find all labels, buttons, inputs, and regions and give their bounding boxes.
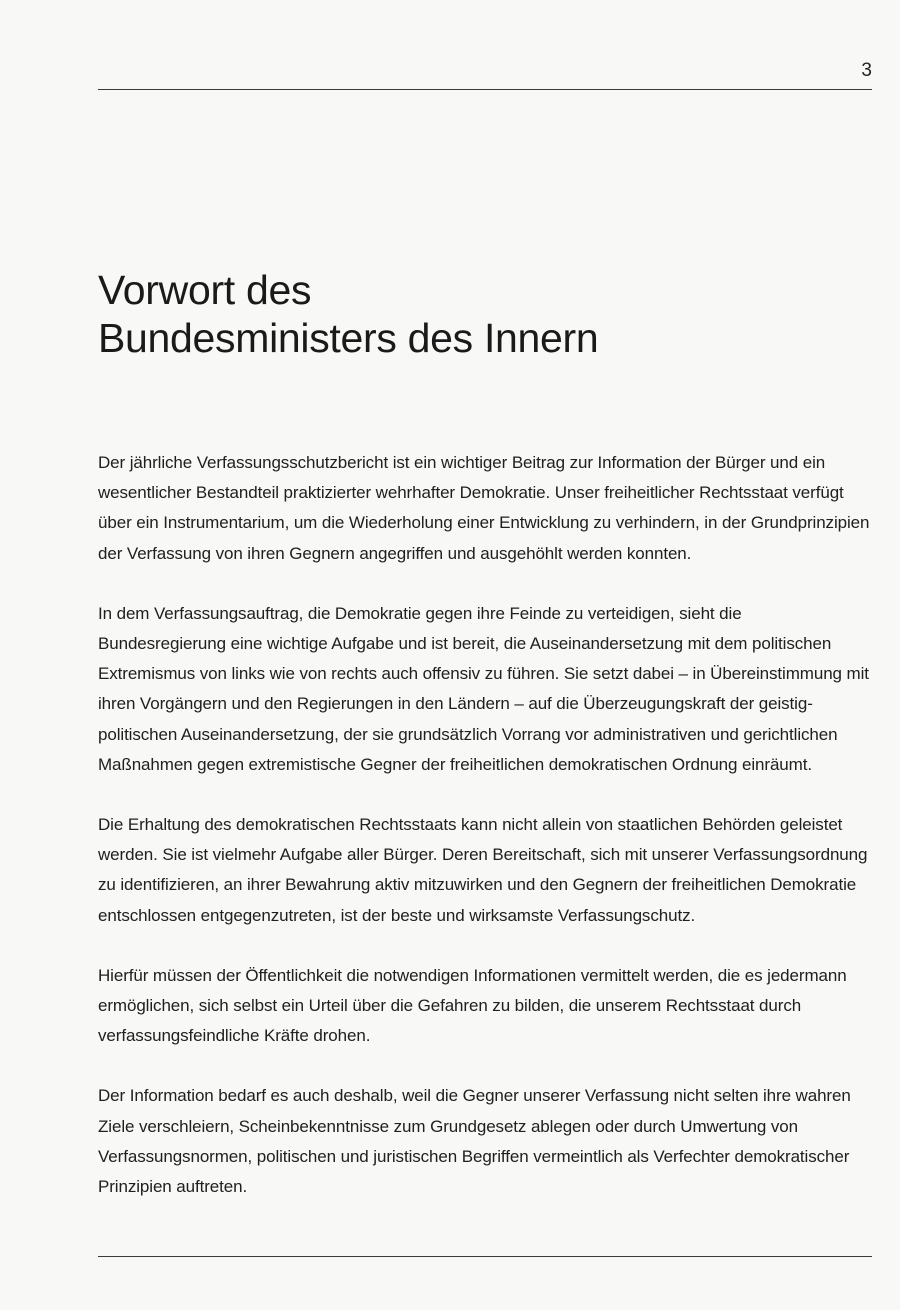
footer-rule bbox=[98, 1256, 872, 1257]
header-rule bbox=[98, 89, 872, 90]
page-title-line-1: Vorwort des bbox=[98, 267, 312, 313]
paragraph-4: Hierfür müssen der Öffentlichkeit die notwendigen Informationen vermittelt werden, die es jedermann ermöglichen, sich selbst ein Urteil über die Gefahren zu bilden, die unserem Rechtsstaat durch verfassungsfeindliche Kräfte drohen. bbox=[98, 965, 847, 1046]
page-number: 3 bbox=[861, 60, 872, 81]
paragraph-1: Der jährliche Verfassungsschutzbericht ist ein wichtiger Beitrag zur Information der Bürger und ein wesentlicher Bestandteil praktizierter wehrhafter Demokratie. Unser freiheitlicher Rechtsstaat verfügt über ein Instrumentarium, um die Wiederholung einer Entwicklung zu verhindern, in der Grundprinzipien der Verfassung von ihren Gegnern angegriffen und ausgehöhlt werden konnten. bbox=[98, 453, 870, 563]
page-title bbox=[98, 266, 872, 362]
page-title-line-2: Bundesministers des Innern bbox=[98, 315, 599, 361]
paragraph-2: In dem Verfassungsauftrag, die Demokratie gegen ihre Feinde zu verteidigen, sieht die Bundesregierung eine wichtige Aufgabe und ist bereit, die Auseinandersetzung mit dem politischen Extremismus von links wie von rechts auch offensiv zu führen. Sie setzt dabei – in Übereinstimmung mit ihren Vorgängern und den Regierungen in den Ländern – auf die Überzeugungskraft der geistig-politischen Auseinandersetzung, der sie grundsätzlich Vorrang vor administrativen und gerichtlichen Maßnahmen gegen extremistische Gegner der freiheitlichen demokratischen Ordnung einräumt. bbox=[98, 603, 869, 774]
body-text bbox=[98, 448, 872, 1232]
paragraph-5: Der Information bedarf es auch deshalb, weil die Gegner unserer Verfassung nicht selten ihre wahren Ziele verschleiern, Scheinbekenntnisse zum Grundgesetz ablegen oder durch Umwertung von Verfassungsnormen, politischen und juristischen Begriffen vermeintlich als Verfechter demokratischer Prinzipien auftreten. bbox=[98, 1086, 851, 1197]
paragraph-3: Die Erhaltung des demokratischen Rechtsstaats kann nicht allein von staatlichen Behörden geleistet werden. Sie ist vielmehr Aufgabe aller Bürger. Deren Bereitschaft, sich mit unserer Verfassungsordnung zu identifizieren, an ihrer Bewahrung aktiv mitzuwirken und den Gegnern der freiheitlichen Demokratie entschlossen entgegenzutreten, ist der beste und wirksamste Verfassungschutz. bbox=[98, 815, 868, 925]
